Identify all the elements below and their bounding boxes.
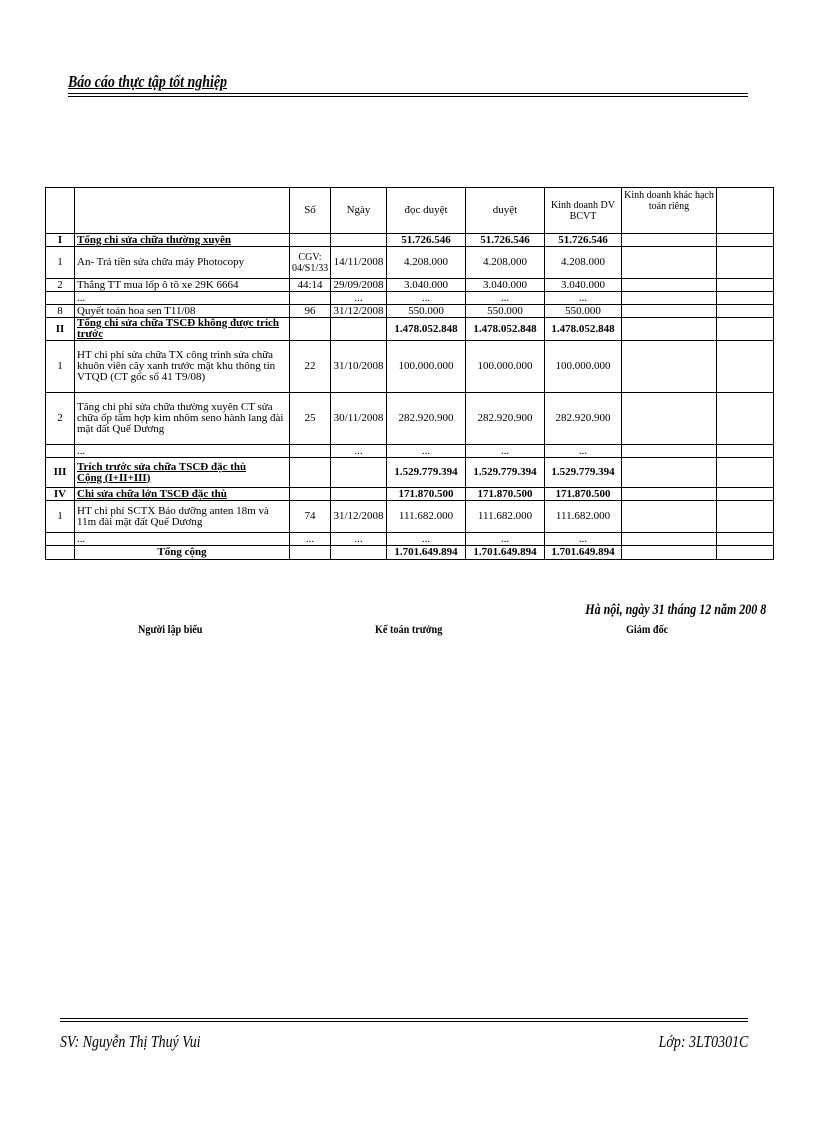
col-header-kd-dv-bcvt: Kinh doanh DV BCVT	[545, 188, 622, 234]
row-empty	[717, 393, 774, 445]
row-description: HT chi phí SCTX Bảo dưỡng anten 18m và 11m đài mặt đất Quế Dương	[75, 501, 290, 533]
row-empty	[622, 318, 717, 341]
row-ngay	[331, 234, 387, 247]
col-header-ngay: Ngày	[331, 188, 387, 234]
row-amount-duyet: 3.040.000	[466, 279, 545, 292]
row-empty	[717, 445, 774, 458]
col-header-doc-duyet: đọc duyệt	[387, 188, 466, 234]
table-row	[46, 488, 774, 501]
row-so: ...	[290, 533, 331, 546]
row-number	[46, 445, 75, 458]
row-amount-kd-dv-bcvt: 3.040.000	[545, 279, 622, 292]
row-so: 22	[290, 341, 331, 393]
row-ngay: 29/09/2008	[331, 279, 387, 292]
row-number: 1	[46, 501, 75, 533]
row-amount-duyet: 282.920.900	[466, 393, 545, 445]
row-number: II	[46, 318, 75, 341]
row-number: 2	[46, 393, 75, 445]
row-empty	[717, 341, 774, 393]
row-empty	[717, 292, 774, 305]
table-total-row	[46, 546, 774, 560]
row-number: 1	[46, 247, 75, 279]
col-header-so: Số	[290, 188, 331, 234]
header-rule	[68, 93, 748, 97]
table-row	[46, 279, 774, 292]
row-ngay: 31/10/2008	[331, 341, 387, 393]
row-so	[290, 234, 331, 247]
row-empty	[622, 533, 717, 546]
row-amount-doc-duyet: ...	[387, 292, 466, 305]
row-ngay: 30/11/2008	[331, 393, 387, 445]
row-empty	[622, 305, 717, 318]
total-empty	[622, 546, 717, 560]
row-amount-duyet: 1.529.779.394	[466, 458, 545, 488]
signature-date: Hà nội, ngày 31 tháng 12 năm 200 8	[584, 602, 766, 618]
row-so: 25	[290, 393, 331, 445]
row-empty	[717, 533, 774, 546]
table-row	[46, 341, 774, 393]
row-amount-duyet: 51.726.546	[466, 234, 545, 247]
row-amount-kd-dv-bcvt: 100.000.000	[545, 341, 622, 393]
row-number: 1	[46, 341, 75, 393]
col-header	[46, 188, 75, 234]
row-amount-kd-dv-bcvt: 4.208.000	[545, 247, 622, 279]
row-empty	[622, 292, 717, 305]
row-number: 2	[46, 279, 75, 292]
footer-student: SV: Nguyễn Thị Thuý Vui	[60, 1032, 201, 1051]
total-empty	[290, 546, 331, 560]
row-empty	[717, 279, 774, 292]
row-amount-doc-duyet: 51.726.546	[387, 234, 466, 247]
row-amount-kd-dv-bcvt: 550.000	[545, 305, 622, 318]
row-amount-kd-dv-bcvt: ...	[545, 292, 622, 305]
row-empty	[622, 393, 717, 445]
row-so: 44:14	[290, 279, 331, 292]
total-label: Tổng cộng	[75, 546, 290, 560]
row-so	[290, 292, 331, 305]
row-amount-doc-duyet: 100.000.000	[387, 341, 466, 393]
row-empty	[717, 501, 774, 533]
row-empty	[622, 488, 717, 501]
row-amount-doc-duyet: ...	[387, 445, 466, 458]
row-empty	[622, 501, 717, 533]
row-ngay	[331, 458, 387, 488]
row-empty	[717, 247, 774, 279]
row-amount-kd-dv-bcvt: ...	[545, 445, 622, 458]
row-amount-duyet: 100.000.000	[466, 341, 545, 393]
row-ngay: 14/11/2008	[331, 247, 387, 279]
table-row	[46, 305, 774, 318]
row-ngay: 31/12/2008	[331, 305, 387, 318]
total-c: 1.701.649.894	[545, 546, 622, 560]
row-ngay: ...	[331, 533, 387, 546]
row-description: ...	[75, 533, 290, 546]
total-a: 1.701.649.894	[387, 546, 466, 560]
row-so: 74	[290, 501, 331, 533]
repair-cost-table	[45, 187, 774, 560]
row-amount-kd-dv-bcvt: 111.682.000	[545, 501, 622, 533]
row-amount-kd-dv-bcvt: 1.529.779.394	[545, 458, 622, 488]
row-amount-doc-duyet: 550.000	[387, 305, 466, 318]
footer-rule	[60, 1018, 748, 1022]
col-header	[75, 188, 290, 234]
row-amount-doc-duyet: 4.208.000	[387, 247, 466, 279]
row-number: 8	[46, 305, 75, 318]
row-so	[290, 458, 331, 488]
signature-preparer: Người lập biểu	[138, 622, 203, 636]
row-amount-doc-duyet: 282.920.900	[387, 393, 466, 445]
table-row	[46, 234, 774, 247]
row-amount-kd-dv-bcvt: 171.870.500	[545, 488, 622, 501]
row-ngay	[331, 488, 387, 501]
row-empty	[622, 458, 717, 488]
row-description: An- Trả tiền sửa chữa máy Photocopy	[75, 247, 290, 279]
row-description: Chi sửa chữa lớn TSCĐ đặc thù	[75, 488, 290, 501]
row-description: Tổng chi sửa chữa thường xuyên	[75, 234, 290, 247]
row-amount-doc-duyet: 111.682.000	[387, 501, 466, 533]
row-amount-duyet: ...	[466, 445, 545, 458]
total-b: 1.701.649.894	[466, 546, 545, 560]
row-description	[75, 458, 290, 488]
row-number: III	[46, 458, 75, 488]
row-amount-kd-dv-bcvt: 51.726.546	[545, 234, 622, 247]
row-description: Quyết toán hoa sen T11/08	[75, 305, 290, 318]
row-so	[290, 488, 331, 501]
table-row	[46, 458, 774, 488]
row-so	[290, 318, 331, 341]
row-so	[290, 445, 331, 458]
row-so: 96	[290, 305, 331, 318]
row-empty	[622, 247, 717, 279]
row-number: IV	[46, 488, 75, 501]
row-amount-kd-dv-bcvt: 282.920.900	[545, 393, 622, 445]
row-description: HT chi phí sửa chữa TX công trình sửa chữa khuôn viên cây xanh trước mặt khu thông tin VTQD (CT gốc số 41 T9/08)	[75, 341, 290, 393]
row-amount-doc-duyet: 1.478.052.848	[387, 318, 466, 341]
row-amount-duyet: 4.208.000	[466, 247, 545, 279]
row-amount-doc-duyet: ...	[387, 533, 466, 546]
signature-accountant: Kế toán trưởng	[375, 622, 443, 636]
row-description: Tăng chi phí sửa chữa thường xuyên CT sửa chữa ốp tấm hợp kim nhôm seno hành lang đài mặt đất Quế Dương	[75, 393, 290, 445]
page-header-title: Báo cáo thực tập tốt nghiệp	[68, 72, 227, 91]
table-row	[46, 247, 774, 279]
row-amount-duyet: 1.478.052.848	[466, 318, 545, 341]
row-number	[46, 533, 75, 546]
row-empty	[622, 445, 717, 458]
row-amount-duyet: ...	[466, 292, 545, 305]
row-description: ...	[75, 445, 290, 458]
row-amount-doc-duyet: 171.870.500	[387, 488, 466, 501]
footer-class: Lớp: 3LT0301C	[658, 1032, 748, 1051]
total-empty	[331, 546, 387, 560]
row-amount-duyet: 111.682.000	[466, 501, 545, 533]
row-description: Tổng chi sửa chữa TSCĐ không được trích trước	[75, 318, 290, 341]
row-empty	[717, 234, 774, 247]
row-empty	[622, 234, 717, 247]
row-number	[46, 292, 75, 305]
row-amount-kd-dv-bcvt: ...	[545, 533, 622, 546]
total-empty	[46, 546, 75, 560]
row-so: CGV: 04/S1/33	[290, 247, 331, 279]
row-ngay	[331, 318, 387, 341]
table-row	[46, 501, 774, 533]
col-header-duyet: duyệt	[466, 188, 545, 234]
row-number: I	[46, 234, 75, 247]
row-amount-duyet: 171.870.500	[466, 488, 545, 501]
row-empty	[717, 305, 774, 318]
table-row	[46, 318, 774, 341]
row-amount-kd-dv-bcvt: 1.478.052.848	[545, 318, 622, 341]
signature-director: Giám đốc	[626, 622, 669, 636]
table-row	[46, 445, 774, 458]
table-row	[46, 393, 774, 445]
table-header-row	[46, 188, 774, 234]
row-description-line: Cộng (I+II+III)	[77, 471, 151, 484]
row-amount-doc-duyet: 1.529.779.394	[387, 458, 466, 488]
row-ngay: 31/12/2008	[331, 501, 387, 533]
row-amount-doc-duyet: 3.040.000	[387, 279, 466, 292]
row-ngay: ...	[331, 292, 387, 305]
row-description: Thắng TT mua lốp ô tô xe 29K 6664	[75, 279, 290, 292]
row-description-line: Trích trước sửa chữa TSCĐ đặc thù	[77, 460, 247, 473]
col-header-kd-khac: Kinh doanh khác hạch toán riêng	[622, 188, 717, 234]
row-empty	[717, 318, 774, 341]
row-empty	[717, 458, 774, 488]
total-empty	[717, 546, 774, 560]
col-header	[717, 188, 774, 234]
row-amount-duyet: 550.000	[466, 305, 545, 318]
row-description: ...	[75, 292, 290, 305]
row-empty	[717, 488, 774, 501]
row-empty	[622, 279, 717, 292]
table-row	[46, 533, 774, 546]
row-empty	[622, 341, 717, 393]
table-row	[46, 292, 774, 305]
row-amount-duyet: ...	[466, 533, 545, 546]
row-ngay: ...	[331, 445, 387, 458]
